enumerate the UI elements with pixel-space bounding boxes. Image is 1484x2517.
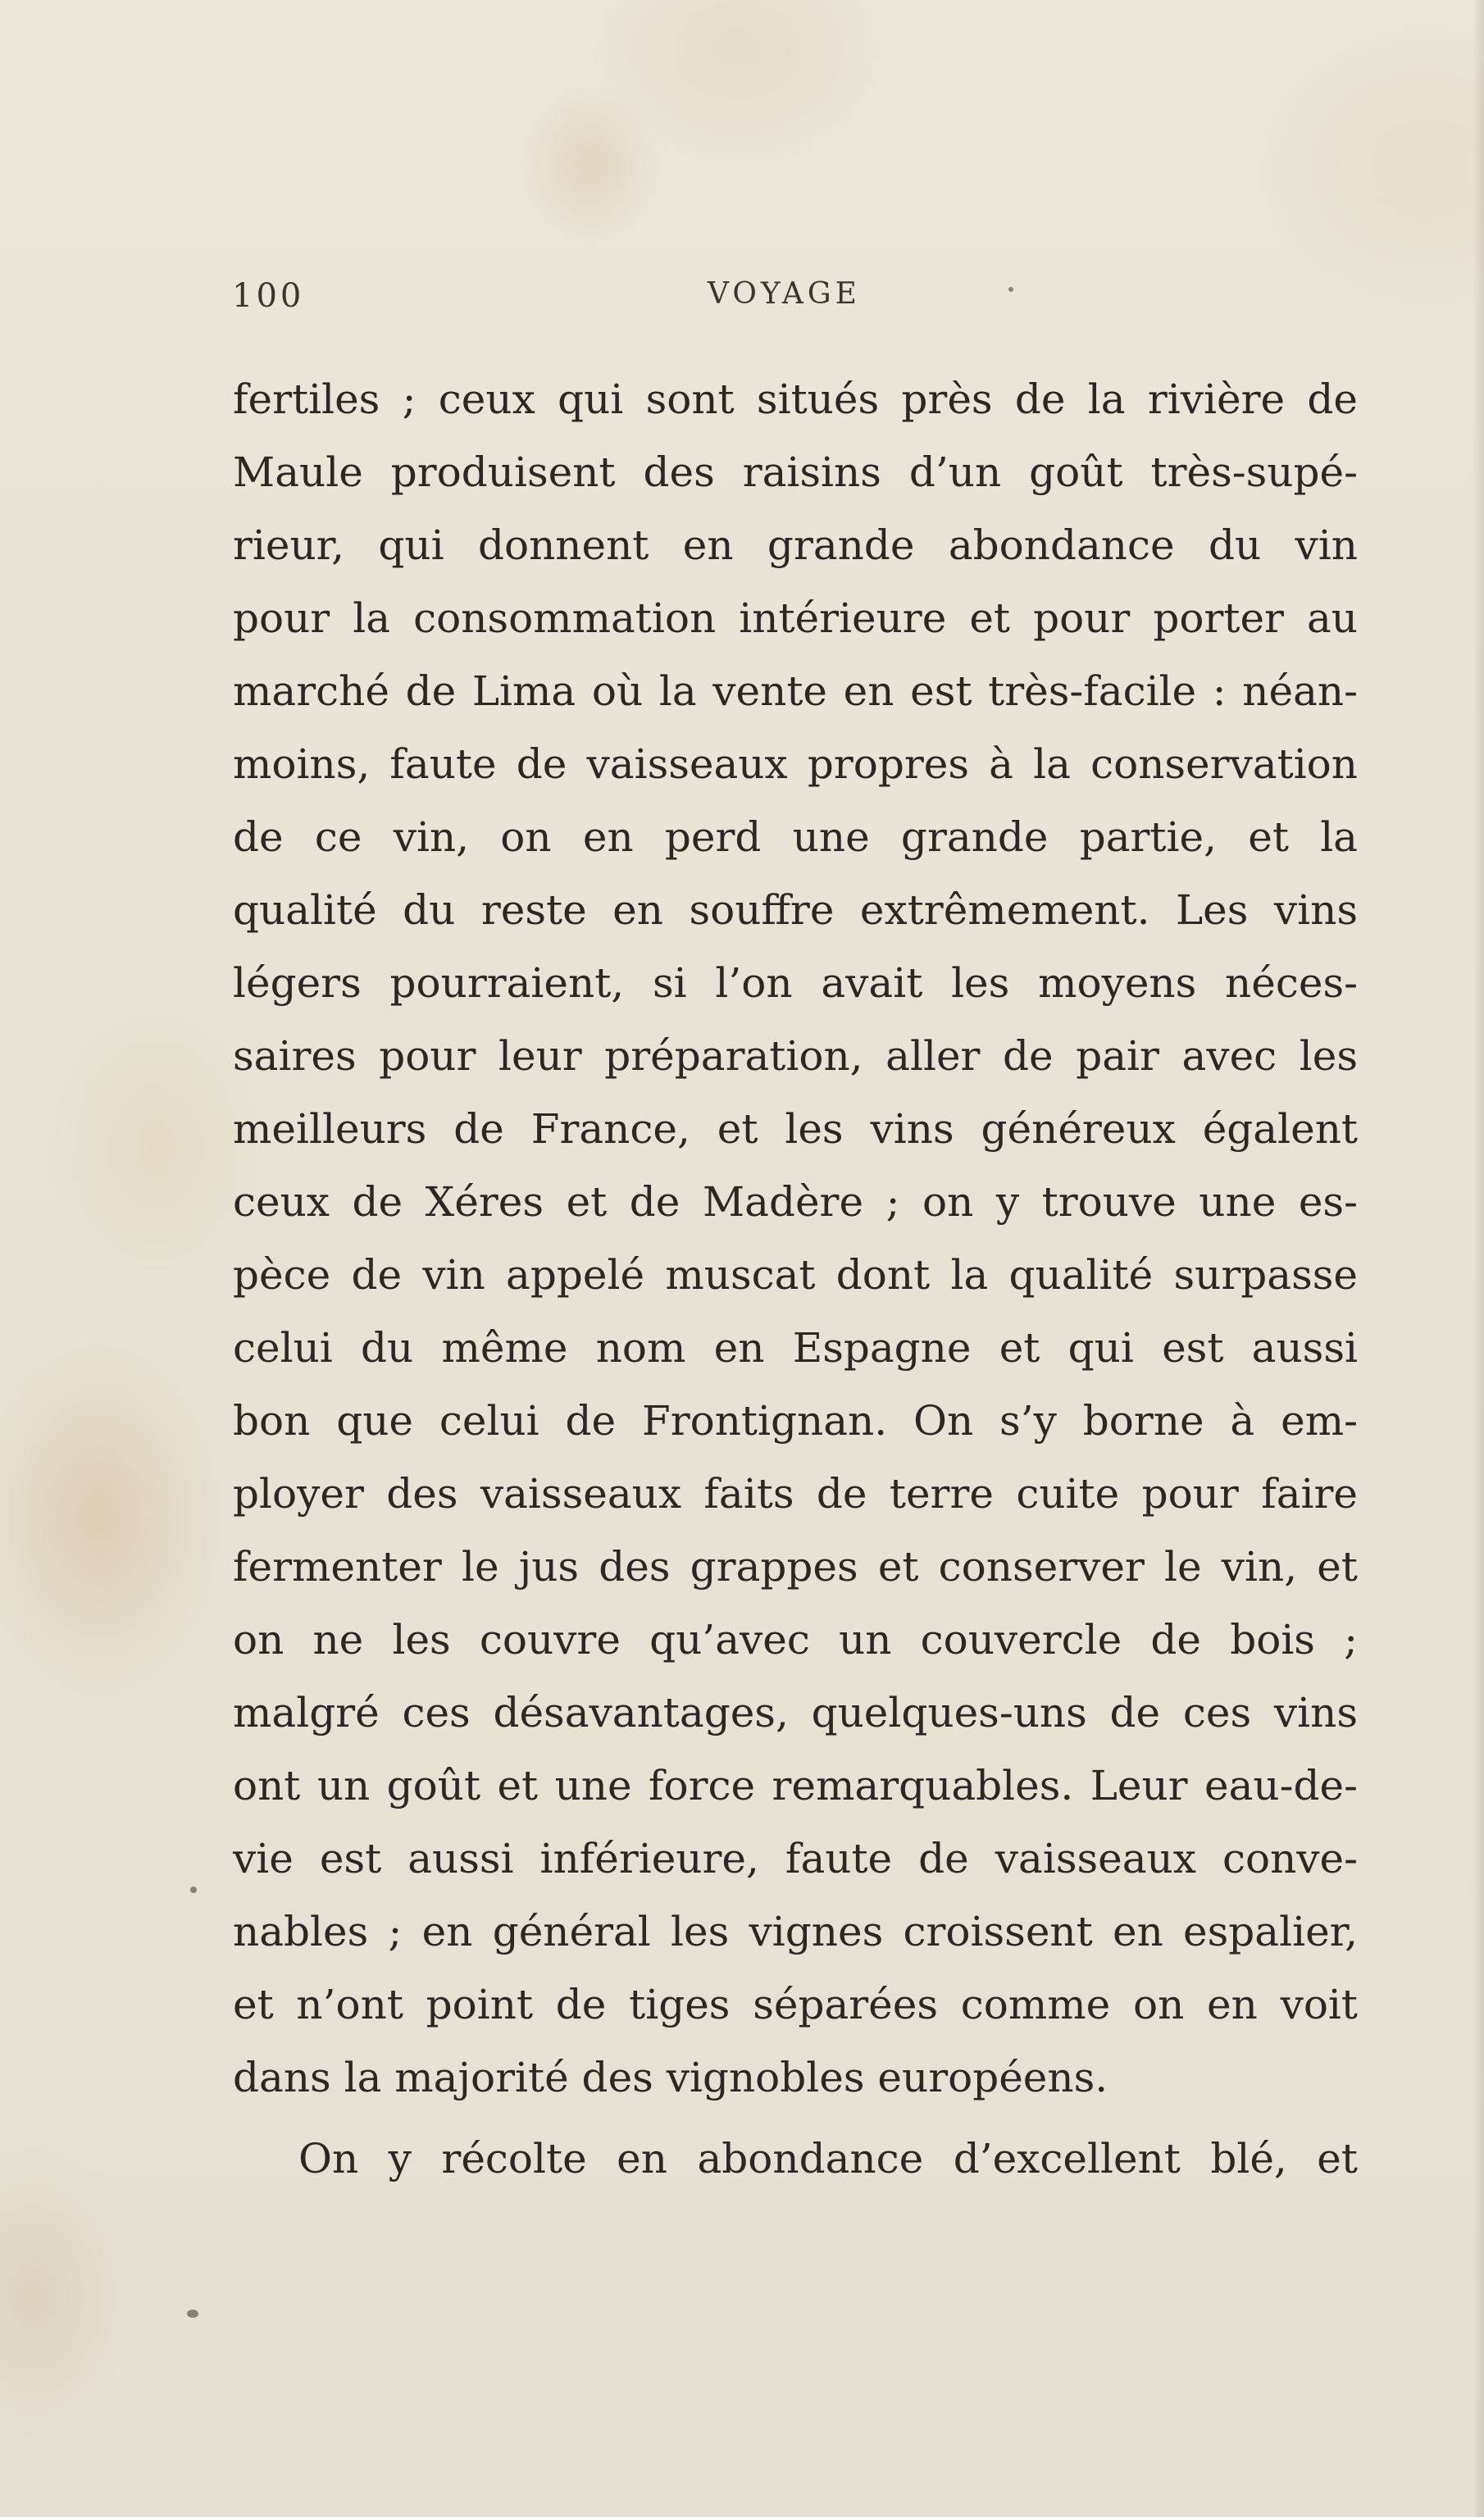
running-head (232, 277, 1380, 326)
running-title: VOYAGE (708, 277, 861, 311)
page-edge-shadow (1473, 0, 1484, 2517)
page-number: 100 (232, 277, 305, 315)
text-line: Maule produisent des raisins d’un goût très-supé- (233, 448, 1358, 496)
text-line: et n’ont point de tiges séparées comme on en voit (233, 1981, 1358, 2028)
text-line: vie est aussi inférieure, faute de vaisseaux conve- (233, 1835, 1358, 1882)
ink-speck (190, 1887, 197, 1893)
text-line: malgré ces désavantages, quelques-uns de ces vins (233, 1689, 1358, 1736)
text-line: qualité du reste en souffre extrêmement. Les vins (233, 886, 1358, 934)
body-text (233, 363, 1358, 2196)
text-line: pèce de vin appelé muscat dont la qualité surpasse (233, 1251, 1358, 1299)
paragraph-start-line: On y récolte en abondance d’excellent blé, et (298, 2135, 1358, 2182)
text-line: ceux de Xéres et de Madère ; on y trouve une es- (233, 1178, 1358, 1226)
text-line: nables ; en général les vignes croissent en espalier, (233, 1908, 1358, 1955)
text-line: légers pourraient, si l’on avait les moyens néces- (233, 959, 1358, 1007)
text-line: on ne les couvre qu’avec un couvercle de bois ; (233, 1616, 1358, 1664)
text-line: ployer des vaisseaux faits de terre cuite pour faire (233, 1470, 1358, 1518)
text-line: saires pour leur préparation, aller de pair avec les (233, 1032, 1358, 1080)
text-line: rieur, qui donnent en grande abondance du vin (233, 521, 1358, 569)
text-line: fertiles ; ceux qui sont situés près de la rivière de (233, 376, 1358, 423)
text-line: pour la consommation intérieure et pour porter au (233, 594, 1358, 642)
text-line: dans la majorité des vignobles européens. (233, 2054, 1108, 2101)
text-line: bon que celui de Frontignan. On s’y borne à em- (233, 1397, 1358, 1445)
text-line: ont un goût et une force remarquables. Leur eau-de- (233, 1762, 1358, 1809)
text-line: moins, faute de vaisseaux propres à la conservation (233, 740, 1358, 788)
text-line: fermenter le jus des grappes et conserver le vin, et (233, 1543, 1358, 1591)
text-line: de ce vin, on en perd une grande partie, et la (233, 813, 1358, 861)
text-line: celui du même nom en Espagne et qui est aussi (233, 1324, 1358, 1372)
text-line: meilleurs de France, et les vins généreux égalent (233, 1105, 1358, 1153)
text-line: marché de Lima où la vente en est très-facile : néan- (233, 667, 1358, 715)
ink-speck (187, 2310, 198, 2318)
